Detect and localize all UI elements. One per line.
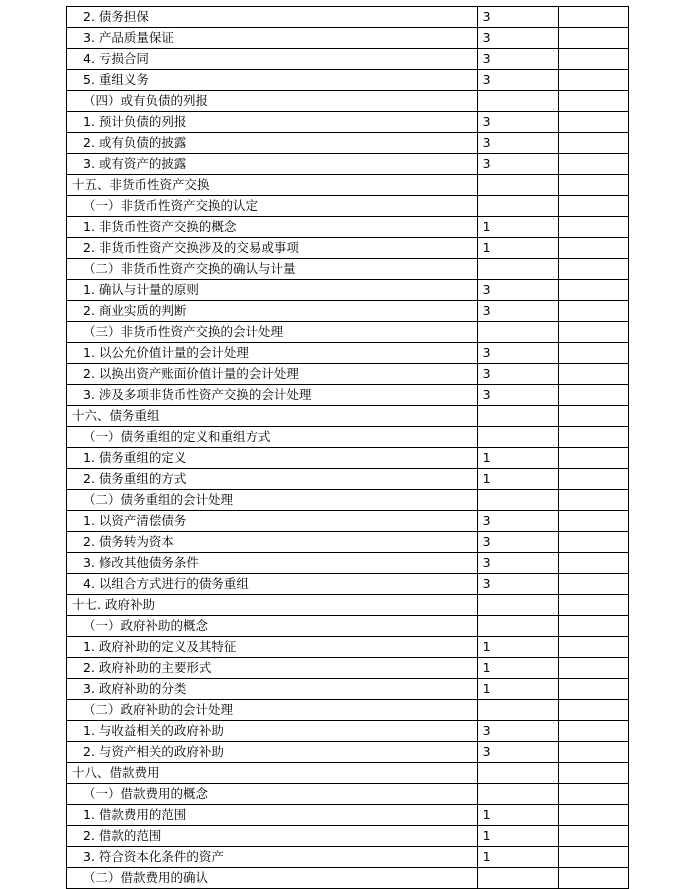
syllabus-topic-cell: 1. 非货币性资产交换的概念 xyxy=(67,217,478,238)
table-row xyxy=(67,259,629,280)
table-row xyxy=(67,238,629,259)
syllabus-level-cell: 1 xyxy=(477,637,558,658)
syllabus-level-cell: 3 xyxy=(477,70,558,91)
table-row xyxy=(67,511,629,532)
syllabus-level-cell xyxy=(477,595,558,616)
syllabus-level-cell: 1 xyxy=(477,238,558,259)
syllabus-level-cell: 1 xyxy=(477,805,558,826)
syllabus-empty-cell xyxy=(558,259,628,280)
table-row xyxy=(67,616,629,637)
syllabus-topic-cell: 十五、非货币性资产交换 xyxy=(67,175,478,196)
table-row xyxy=(67,721,629,742)
syllabus-empty-cell xyxy=(558,658,628,679)
table-row xyxy=(67,595,629,616)
table-row xyxy=(67,301,629,322)
syllabus-level-cell xyxy=(477,784,558,805)
syllabus-level-cell xyxy=(477,868,558,889)
syllabus-topic-cell: 1. 以公允价值计量的会计处理 xyxy=(67,343,478,364)
syllabus-empty-cell xyxy=(558,784,628,805)
syllabus-empty-cell xyxy=(558,469,628,490)
syllabus-level-cell xyxy=(477,427,558,448)
syllabus-empty-cell xyxy=(558,637,628,658)
table-row xyxy=(67,49,629,70)
syllabus-empty-cell xyxy=(558,616,628,637)
syllabus-empty-cell xyxy=(558,427,628,448)
table-row xyxy=(67,700,629,721)
syllabus-topic-cell: 十六、债务重组 xyxy=(67,406,478,427)
table-row xyxy=(67,280,629,301)
syllabus-topic-cell: 1. 债务重组的定义 xyxy=(67,448,478,469)
syllabus-level-cell: 3 xyxy=(477,7,558,28)
table-row xyxy=(67,217,629,238)
syllabus-empty-cell xyxy=(558,700,628,721)
table-row xyxy=(67,28,629,49)
syllabus-level-cell xyxy=(477,196,558,217)
syllabus-level-cell: 3 xyxy=(477,511,558,532)
syllabus-level-cell: 3 xyxy=(477,49,558,70)
syllabus-empty-cell xyxy=(558,280,628,301)
table-row xyxy=(67,553,629,574)
syllabus-empty-cell xyxy=(558,826,628,847)
syllabus-level-cell: 1 xyxy=(477,448,558,469)
syllabus-level-cell xyxy=(477,763,558,784)
syllabus-topic-cell: （一）债务重组的定义和重组方式 xyxy=(67,427,478,448)
syllabus-topic-cell: 2. 债务担保 xyxy=(67,7,478,28)
syllabus-empty-cell xyxy=(558,595,628,616)
syllabus-topic-cell: 1. 确认与计量的原则 xyxy=(67,280,478,301)
syllabus-empty-cell xyxy=(558,238,628,259)
syllabus-topic-cell: 2. 商业实质的判断 xyxy=(67,301,478,322)
table-row xyxy=(67,175,629,196)
syllabus-empty-cell xyxy=(558,574,628,595)
syllabus-topic-cell: 2. 以换出资产账面价值计量的会计处理 xyxy=(67,364,478,385)
syllabus-table-body xyxy=(67,7,629,889)
table-row xyxy=(67,805,629,826)
syllabus-level-cell: 3 xyxy=(477,385,558,406)
syllabus-topic-cell: 2. 债务重组的方式 xyxy=(67,469,478,490)
syllabus-topic-cell: 1. 政府补助的定义及其特征 xyxy=(67,637,478,658)
syllabus-empty-cell xyxy=(558,763,628,784)
table-row xyxy=(67,112,629,133)
syllabus-level-cell: 1 xyxy=(477,217,558,238)
table-row xyxy=(67,133,629,154)
syllabus-empty-cell xyxy=(558,385,628,406)
syllabus-empty-cell xyxy=(558,7,628,28)
syllabus-topic-cell: 2. 借款的范围 xyxy=(67,826,478,847)
syllabus-empty-cell xyxy=(558,49,628,70)
syllabus-level-cell: 3 xyxy=(477,574,558,595)
table-row xyxy=(67,322,629,343)
syllabus-topic-cell: 2. 政府补助的主要形式 xyxy=(67,658,478,679)
syllabus-topic-cell: 2. 与资产相关的政府补助 xyxy=(67,742,478,763)
syllabus-empty-cell xyxy=(558,490,628,511)
syllabus-topic-cell: 5. 重组义务 xyxy=(67,70,478,91)
syllabus-topic-cell: （一）非货币性资产交换的认定 xyxy=(67,196,478,217)
table-row xyxy=(67,679,629,700)
syllabus-level-cell xyxy=(477,406,558,427)
table-row xyxy=(67,385,629,406)
syllabus-topic-cell: 1. 借款费用的范围 xyxy=(67,805,478,826)
syllabus-topic-cell: 4. 以组合方式进行的债务重组 xyxy=(67,574,478,595)
syllabus-empty-cell xyxy=(558,343,628,364)
syllabus-topic-cell: 1. 与收益相关的政府补助 xyxy=(67,721,478,742)
syllabus-topic-cell: 十八、借款费用 xyxy=(67,763,478,784)
syllabus-empty-cell xyxy=(558,448,628,469)
syllabus-topic-cell: 2. 债务转为资本 xyxy=(67,532,478,553)
syllabus-empty-cell xyxy=(558,805,628,826)
syllabus-level-cell: 3 xyxy=(477,343,558,364)
syllabus-empty-cell xyxy=(558,91,628,112)
table-row xyxy=(67,742,629,763)
syllabus-topic-cell: 1. 预计负债的列报 xyxy=(67,112,478,133)
table-row xyxy=(67,343,629,364)
table-row xyxy=(67,574,629,595)
syllabus-level-cell: 3 xyxy=(477,742,558,763)
syllabus-empty-cell xyxy=(558,721,628,742)
syllabus-topic-cell: 3. 或有资产的披露 xyxy=(67,154,478,175)
syllabus-empty-cell xyxy=(558,175,628,196)
table-row xyxy=(67,91,629,112)
syllabus-empty-cell xyxy=(558,196,628,217)
syllabus-empty-cell xyxy=(558,217,628,238)
syllabus-empty-cell xyxy=(558,133,628,154)
table-row xyxy=(67,868,629,889)
table-row xyxy=(67,154,629,175)
syllabus-level-cell xyxy=(477,91,558,112)
syllabus-level-cell xyxy=(477,700,558,721)
syllabus-topic-cell: 3. 政府补助的分类 xyxy=(67,679,478,700)
syllabus-level-cell: 1 xyxy=(477,826,558,847)
syllabus-topic-cell: （四）或有负债的列报 xyxy=(67,91,478,112)
syllabus-empty-cell xyxy=(558,322,628,343)
syllabus-level-cell: 3 xyxy=(477,532,558,553)
syllabus-topic-cell: 3. 涉及多项非货币性资产交换的会计处理 xyxy=(67,385,478,406)
syllabus-empty-cell xyxy=(558,868,628,889)
syllabus-topic-cell: 4. 亏损合同 xyxy=(67,49,478,70)
table-row xyxy=(67,196,629,217)
syllabus-level-cell xyxy=(477,616,558,637)
syllabus-topic-cell: 3. 修改其他债务条件 xyxy=(67,553,478,574)
syllabus-topic-cell: （一）借款费用的概念 xyxy=(67,784,478,805)
syllabus-empty-cell xyxy=(558,679,628,700)
syllabus-level-cell: 3 xyxy=(477,133,558,154)
syllabus-level-cell: 1 xyxy=(477,469,558,490)
table-row xyxy=(67,658,629,679)
table-row xyxy=(67,532,629,553)
table-row xyxy=(67,490,629,511)
syllabus-level-cell: 3 xyxy=(477,280,558,301)
syllabus-level-cell: 3 xyxy=(477,553,558,574)
syllabus-empty-cell xyxy=(558,112,628,133)
syllabus-level-cell: 1 xyxy=(477,658,558,679)
syllabus-empty-cell xyxy=(558,154,628,175)
syllabus-empty-cell xyxy=(558,742,628,763)
syllabus-table xyxy=(66,6,629,889)
syllabus-level-cell xyxy=(477,322,558,343)
syllabus-level-cell: 3 xyxy=(477,301,558,322)
syllabus-level-cell xyxy=(477,490,558,511)
syllabus-topic-cell: （二）政府补助的会计处理 xyxy=(67,700,478,721)
syllabus-topic-cell: 2. 或有负债的披露 xyxy=(67,133,478,154)
syllabus-empty-cell xyxy=(558,70,628,91)
table-row xyxy=(67,847,629,868)
syllabus-empty-cell xyxy=(558,847,628,868)
syllabus-topic-cell: 1. 以资产清偿债务 xyxy=(67,511,478,532)
syllabus-level-cell: 3 xyxy=(477,364,558,385)
syllabus-topic-cell: （一）政府补助的概念 xyxy=(67,616,478,637)
syllabus-level-cell: 3 xyxy=(477,112,558,133)
syllabus-topic-cell: （二）借款费用的确认 xyxy=(67,868,478,889)
syllabus-level-cell xyxy=(477,259,558,280)
syllabus-topic-cell: （三）非货币性资产交换的会计处理 xyxy=(67,322,478,343)
syllabus-empty-cell xyxy=(558,532,628,553)
syllabus-topic-cell: （二）债务重组的会计处理 xyxy=(67,490,478,511)
syllabus-level-cell xyxy=(477,175,558,196)
table-row xyxy=(67,427,629,448)
syllabus-empty-cell xyxy=(558,364,628,385)
table-row xyxy=(67,763,629,784)
syllabus-level-cell: 3 xyxy=(477,154,558,175)
syllabus-empty-cell xyxy=(558,301,628,322)
table-row xyxy=(67,364,629,385)
syllabus-topic-cell: 3. 产品质量保证 xyxy=(67,28,478,49)
table-row xyxy=(67,469,629,490)
syllabus-empty-cell xyxy=(558,553,628,574)
syllabus-level-cell: 3 xyxy=(477,721,558,742)
table-row xyxy=(67,70,629,91)
table-row xyxy=(67,406,629,427)
table-row xyxy=(67,826,629,847)
syllabus-level-cell: 1 xyxy=(477,679,558,700)
syllabus-empty-cell xyxy=(558,511,628,532)
table-row xyxy=(67,784,629,805)
syllabus-topic-cell: 3. 符合资本化条件的资产 xyxy=(67,847,478,868)
table-row xyxy=(67,448,629,469)
table-row xyxy=(67,637,629,658)
syllabus-topic-cell: （二）非货币性资产交换的确认与计量 xyxy=(67,259,478,280)
table-row xyxy=(67,7,629,28)
syllabus-empty-cell xyxy=(558,406,628,427)
syllabus-level-cell: 3 xyxy=(477,28,558,49)
syllabus-empty-cell xyxy=(558,28,628,49)
syllabus-level-cell: 1 xyxy=(477,847,558,868)
syllabus-topic-cell: 2. 非货币性资产交换涉及的交易或事项 xyxy=(67,238,478,259)
syllabus-topic-cell: 十七. 政府补助 xyxy=(67,595,478,616)
